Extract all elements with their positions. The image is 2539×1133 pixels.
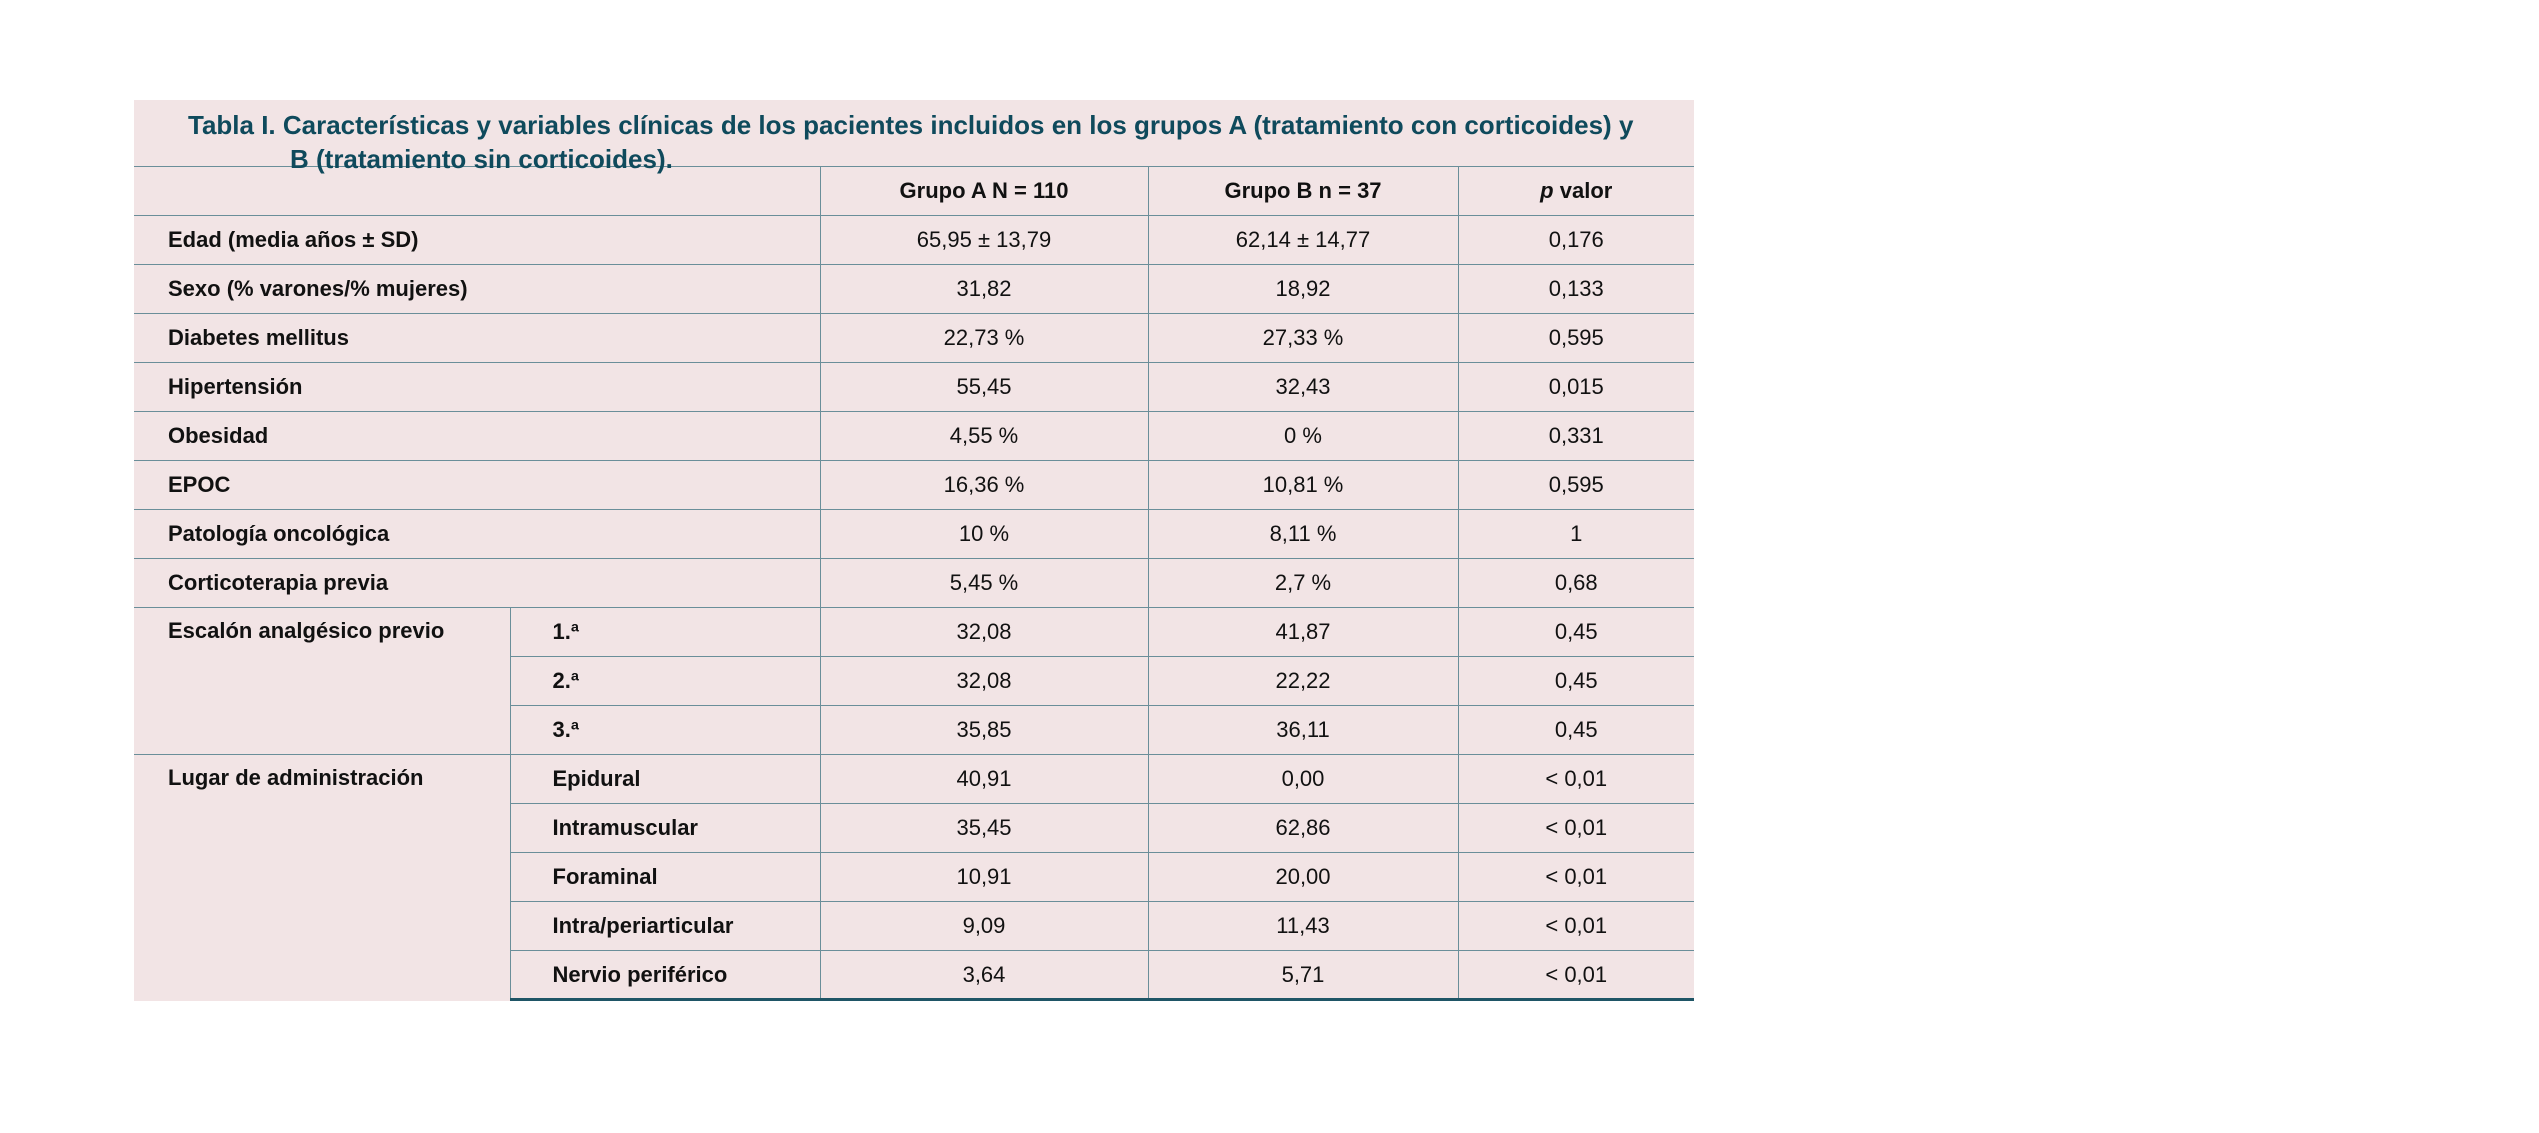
sub-label: 1.ª — [510, 608, 820, 657]
row-label: Patología oncológica — [134, 510, 820, 559]
p-value: 0,595 — [1458, 461, 1694, 510]
table-row — [134, 265, 1694, 314]
group-b-value: 20,00 — [1148, 853, 1458, 902]
group-a-value: 32,08 — [820, 608, 1148, 657]
sub-label: 2.ª — [510, 657, 820, 706]
row-label: Obesidad — [134, 412, 820, 461]
group-a-value: 55,45 — [820, 363, 1148, 412]
group-a-value: 35,85 — [820, 706, 1148, 755]
row-label: Edad (media años ± SD) — [134, 216, 820, 265]
group-b-value: 0 % — [1148, 412, 1458, 461]
group-a-value: 40,91 — [820, 755, 1148, 804]
table-row — [134, 216, 1694, 265]
table-row — [134, 559, 1694, 608]
group-b-value: 10,81 % — [1148, 461, 1458, 510]
group-a-value: 10 % — [820, 510, 1148, 559]
sub-label: Nervio periférico — [510, 951, 820, 1000]
sub-label: Intramuscular — [510, 804, 820, 853]
p-value: < 0,01 — [1458, 951, 1694, 1000]
p-value: < 0,01 — [1458, 804, 1694, 853]
group-b-value: 41,87 — [1148, 608, 1458, 657]
group-b-value: 11,43 — [1148, 902, 1458, 951]
group-a-value: 22,73 % — [820, 314, 1148, 363]
sub-label: 3.ª — [510, 706, 820, 755]
p-value: < 0,01 — [1458, 853, 1694, 902]
table-row — [134, 608, 1694, 657]
row-label: Diabetes mellitus — [134, 314, 820, 363]
group-b-value: 5,71 — [1148, 951, 1458, 1000]
group-label: Lugar de administración — [134, 755, 510, 1000]
group-b-value: 27,33 % — [1148, 314, 1458, 363]
row-label: Corticoterapia previa — [134, 559, 820, 608]
group-b-value: 22,22 — [1148, 657, 1458, 706]
sub-label: Epidural — [510, 755, 820, 804]
group-b-value: 8,11 % — [1148, 510, 1458, 559]
clinical-table — [134, 100, 1694, 1001]
group-b-value: 32,43 — [1148, 363, 1458, 412]
row-label: EPOC — [134, 461, 820, 510]
p-value: < 0,01 — [1458, 902, 1694, 951]
header-p-value — [1458, 167, 1694, 216]
group-a-value: 3,64 — [820, 951, 1148, 1000]
group-b-value: 62,86 — [1148, 804, 1458, 853]
group-a-value: 31,82 — [820, 265, 1148, 314]
group-a-value: 10,91 — [820, 853, 1148, 902]
table-row — [134, 461, 1694, 510]
group-a-value: 4,55 % — [820, 412, 1148, 461]
p-value: 0,595 — [1458, 314, 1694, 363]
p-value: 0,45 — [1458, 706, 1694, 755]
p-rest: valor — [1553, 178, 1613, 203]
p-value: 0,015 — [1458, 363, 1694, 412]
group-a-value: 5,45 % — [820, 559, 1148, 608]
table-title — [134, 100, 1694, 174]
group-a-value: 32,08 — [820, 657, 1148, 706]
group-b-value: 18,92 — [1148, 265, 1458, 314]
group-b-value: 2,7 % — [1148, 559, 1458, 608]
title-line-2: B (tratamiento sin corticoides). — [290, 144, 673, 174]
p-value: 0,68 — [1458, 559, 1694, 608]
group-a-value: 9,09 — [820, 902, 1148, 951]
p-value: 0,176 — [1458, 216, 1694, 265]
table-row — [134, 412, 1694, 461]
sub-label: Foraminal — [510, 853, 820, 902]
row-label: Hipertensión — [134, 363, 820, 412]
p-value: 1 — [1458, 510, 1694, 559]
header-group-a: Grupo A N = 110 — [820, 167, 1148, 216]
p-value: 0,133 — [1458, 265, 1694, 314]
group-b-value: 0,00 — [1148, 755, 1458, 804]
title-line-1: Tabla I. Características y variables clínicas de los pacientes incluidos en los grupos A (tratamiento con corticoides) y — [188, 110, 1634, 140]
table-row — [134, 363, 1694, 412]
group-b-value: 36,11 — [1148, 706, 1458, 755]
row-label: Sexo (% varones/% mujeres) — [134, 265, 820, 314]
p-italic: p — [1540, 178, 1554, 203]
p-value: 0,45 — [1458, 657, 1694, 706]
table-row — [134, 510, 1694, 559]
group-a-value: 35,45 — [820, 804, 1148, 853]
header-group-b: Grupo B n = 37 — [1148, 167, 1458, 216]
p-value: 0,45 — [1458, 608, 1694, 657]
group-a-value: 65,95 ± 13,79 — [820, 216, 1148, 265]
group-a-value: 16,36 % — [820, 461, 1148, 510]
p-value: 0,331 — [1458, 412, 1694, 461]
table-row — [134, 755, 1694, 804]
group-b-value: 62,14 ± 14,77 — [1148, 216, 1458, 265]
p-value: < 0,01 — [1458, 755, 1694, 804]
group-label: Escalón analgésico previo — [134, 608, 510, 755]
data-table — [134, 166, 1694, 1001]
table-row — [134, 314, 1694, 363]
sub-label: Intra/periarticular — [510, 902, 820, 951]
